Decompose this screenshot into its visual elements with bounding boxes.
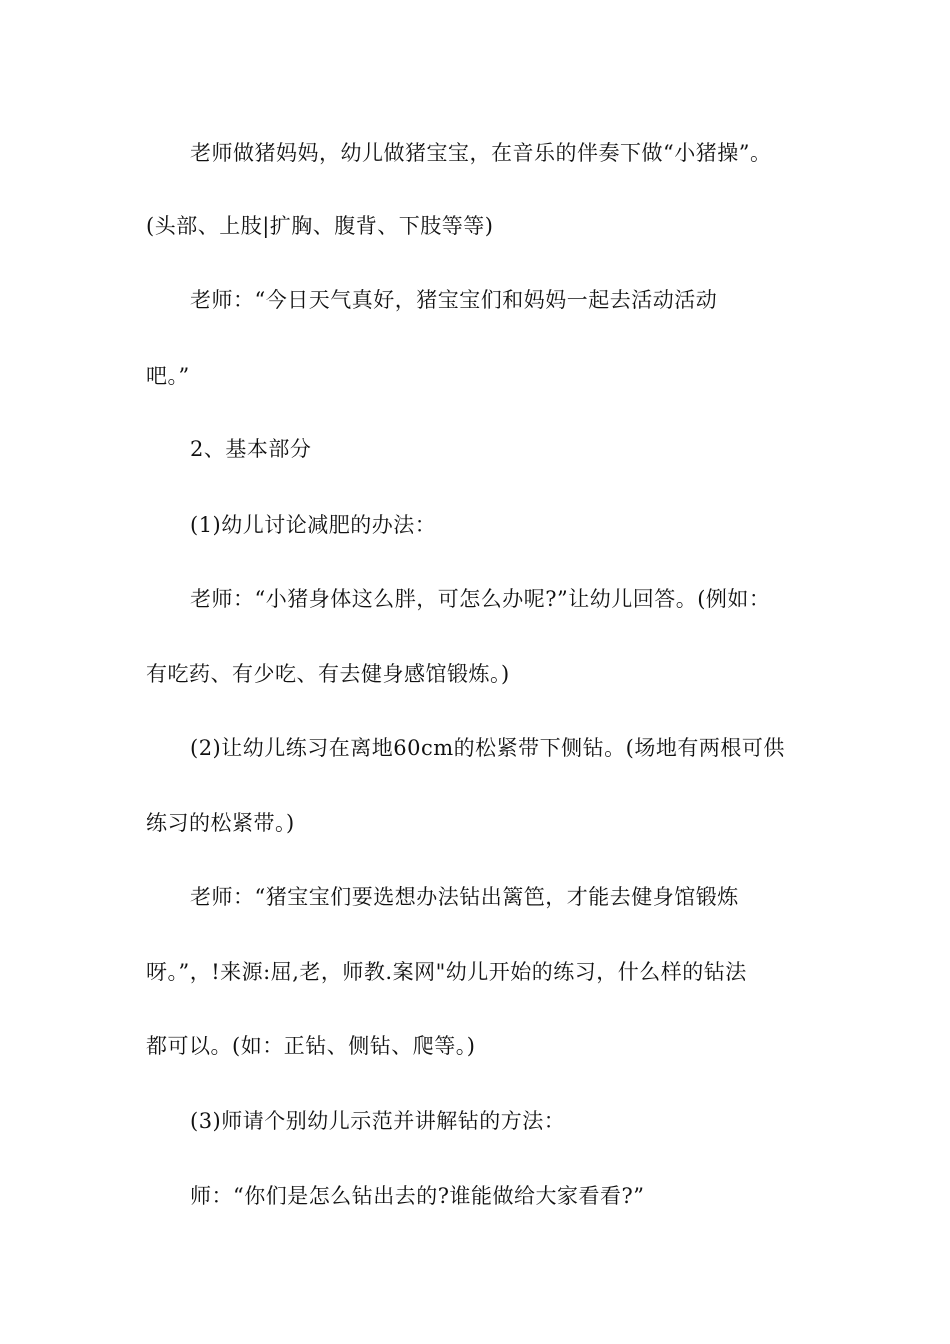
text-line: 练习的松紧带。) (146, 811, 295, 835)
text-line: 老师做猪妈妈，幼儿做猪宝宝，在音乐的伴奏下做“小猪操”。 (190, 141, 772, 165)
text-line: (3)师请个别幼儿示范并讲解钻的方法： (190, 1109, 566, 1133)
text-line: 吧。” (146, 364, 190, 388)
text-line: 呀。”，!来源:屈,老，师教.案网"幼儿开始的练习，什么样的钻法 (146, 960, 747, 984)
text-line: (头部、上肢|扩胸、腹背、下肢等等) (146, 214, 494, 238)
text-line: 有吃药、有少吃、有去健身感馆锻炼。) (146, 662, 510, 686)
text-line: (1)幼儿讨论减肥的办法： (190, 513, 437, 537)
section-heading: 2、基本部分 (190, 437, 312, 461)
text-line: 老师：“今日天气真好，猪宝宝们和妈妈一起去活动活动 (190, 288, 718, 312)
text-line: 都可以。(如：正钻、侧钻、爬等。) (146, 1034, 476, 1058)
text-line: (2)让幼儿练习在离地60cm的松紧带下侧钻。(场地有两根可供 (190, 736, 785, 760)
text-line: 老师：“小猪身体这么胖，可怎么办呢?”让幼儿回答。(例如： (190, 587, 771, 611)
text-line: 师：“你们是怎么钻出去的?谁能做给大家看看?” (190, 1184, 645, 1208)
text-line: 老师：“猪宝宝们要选想办法钻出篱笆，才能去健身馆锻炼 (190, 885, 739, 909)
